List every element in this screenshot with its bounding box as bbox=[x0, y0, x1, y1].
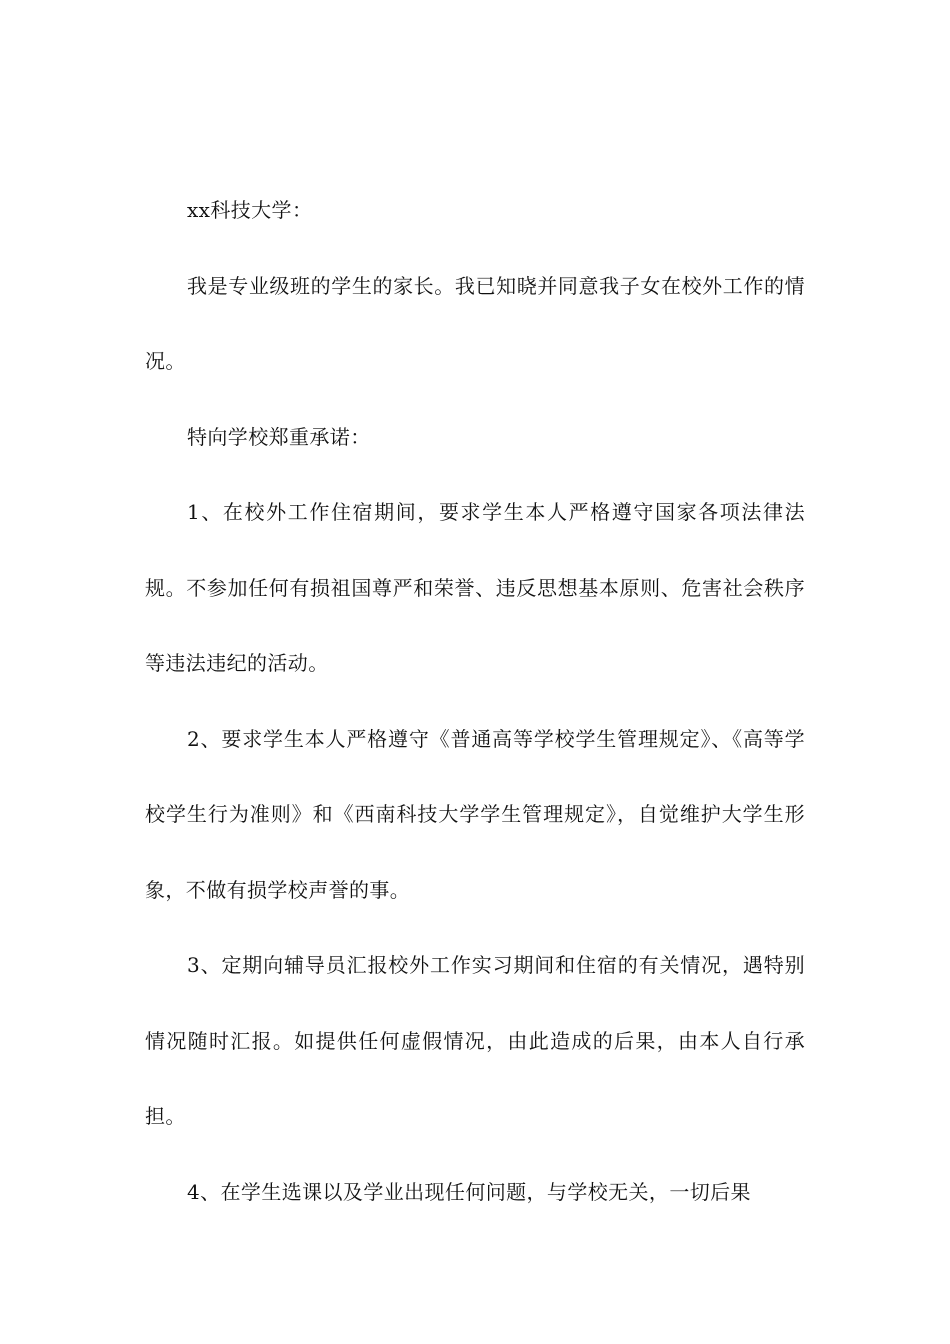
salutation: xx科技大学： bbox=[187, 198, 313, 222]
paragraph-intro: 我是专业级班的学生的家长。我已知晓并同意我子女在校外工作的情况。 bbox=[145, 273, 805, 373]
paragraph-item-1: 1、在校外工作住宿期间，要求学生本人严格遵守国家各项法律法规。不参加任何有损祖国尊严和荣誉、违反思想基本原则、危害社会秩序等违法违纪的活动。 bbox=[145, 500, 805, 675]
paragraph-item-2: 2、要求学生本人严格遵守《普通高等学校学生管理规定》、《高等学校学生行为准则》和《西南科技大学学生管理规定》，自觉维护大学生形象，不做有损学校声誉的事。 bbox=[145, 726, 805, 902]
paragraph-commitment-heading: 特向学校郑重承诺： bbox=[187, 424, 371, 449]
document-body bbox=[145, 173, 805, 1230]
paragraph-item-4: 4、在学生选课以及学业出现任何问题，与学校无关，一切后果 bbox=[187, 1179, 751, 1204]
paragraph-item-3: 3、定期向辅导员汇报校外工作实习期间和住宿的有关情况，遇特别情况随时汇报。如提供任何虚假情况，由此造成的后果，由本人自行承担。 bbox=[145, 953, 805, 1128]
